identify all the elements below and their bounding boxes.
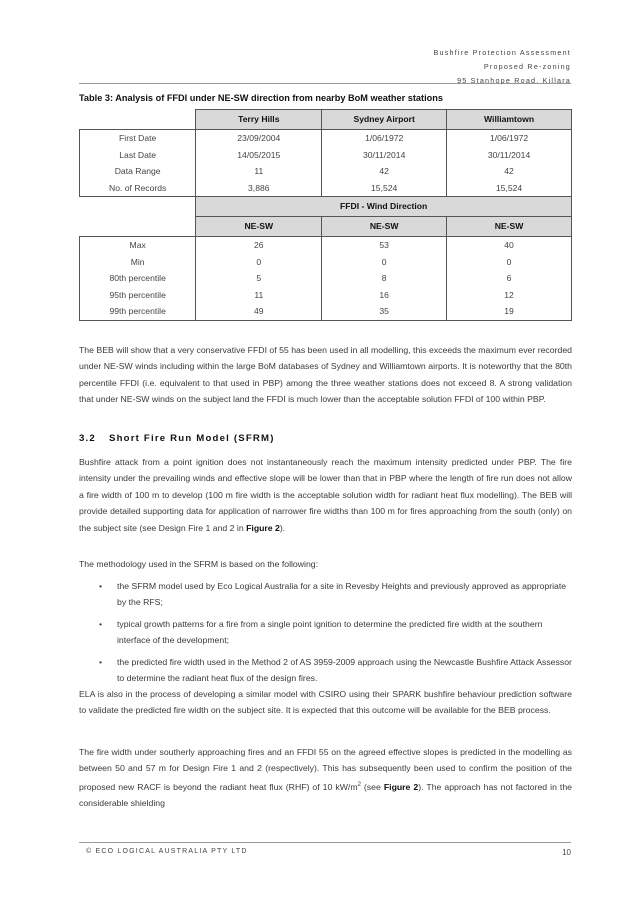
row-label: No. of Records — [80, 180, 196, 197]
section-number: 3.2 — [79, 433, 96, 444]
table-cell: 12 — [447, 287, 572, 304]
table-caption: Table 3: Analysis of FFDI under NE-SW direction from nearby BoM weather stations — [79, 93, 443, 103]
bullet-icon: • — [99, 581, 103, 591]
row-label: Data Range — [80, 163, 196, 180]
table-cell: 1/06/1972 — [322, 130, 447, 147]
table-row — [80, 287, 572, 304]
paragraph-fire-width — [79, 744, 572, 812]
table-cell: 14/05/2015 — [196, 147, 322, 164]
table-cell: 5 — [196, 270, 322, 287]
direction-header: NE-SW — [322, 217, 447, 237]
figure-reference: Figure 2 — [246, 522, 280, 533]
table-row — [80, 303, 572, 320]
row-label: First Date — [80, 130, 196, 147]
station-header: Williamtown — [447, 110, 572, 130]
paragraph-text: Bushfire attack from a point ignition does not instantaneously reach the maximum intensity predicted under PBP. The fire intensity under the prevailing winds and effective slope will be lower than that in PBP where the length of fire run does not allow a fire width of 100 m to develop (100 m fire width is the acceptable solution width for radiant heat flux modelling). The BEB will provide detailed supporting data for application of narrower fire widths than 100 m for fires approaching from the south (only) on the subject site (see Design Fire 1 and 2 in — [79, 457, 572, 533]
table-cell: 30/11/2014 — [322, 147, 447, 164]
methodology-list — [79, 578, 572, 691]
table-cell: 35 — [322, 303, 447, 320]
table-cell: 6 — [447, 270, 572, 287]
section-heading — [79, 433, 275, 444]
table-cell: 0 — [322, 254, 447, 271]
table-cell: 15,524 — [447, 180, 572, 197]
table-cell: 16 — [322, 287, 447, 304]
paragraph-text: ). The approach has not factored in the considerable shielding — [79, 781, 572, 809]
superscript: 2 — [357, 781, 361, 788]
table-cell: 42 — [322, 163, 447, 180]
wind-header-row — [80, 197, 572, 217]
paragraph-csiro: ELA is also in the process of developing a similar model with CSIRO using their SPARK bushfire behaviour prediction software to validate the predicted fire width on the subject site. It is expected that this outcome will be available for the BEB process. — [79, 689, 572, 716]
table-row — [80, 130, 572, 147]
table-cell: 53 — [322, 237, 447, 254]
table-cell: 23/09/2004 — [196, 130, 322, 147]
table-row — [80, 180, 572, 197]
table-cell: 40 — [447, 237, 572, 254]
row-label: Last Date — [80, 147, 196, 164]
table-cell: 0 — [447, 254, 572, 271]
paragraph-ffdi-summary: The BEB will show that a very conservative FFDI of 55 has been used in all modelling, this exceeds the maximum ever recorded under NE-SW winds including within the large BoM databases of Sydney and Williamtown airports. It is noteworthy that the 80th percentile FFDI (i.e. equivalent to that used in PBP) among the three weather stations does not exceed 8. A strong validation that under NE-SW winds on the subject land the FFDI is much lower than the acceptable solution FFDI of 100 within PBP. — [79, 345, 572, 405]
paragraph-methodology: The methodology used in the SFRM is based on the following: — [79, 559, 319, 569]
station-header-row — [80, 110, 572, 130]
header-rule — [79, 83, 571, 84]
footer-rule — [79, 842, 571, 843]
figure-reference: Figure 2 — [383, 781, 419, 792]
list-item — [79, 654, 572, 687]
station-header: Sydney Airport — [322, 110, 447, 130]
paragraph-text: The fire width under southerly approaching fires and an FFDI 55 on the agreed effective slopes is predicted in the modelling as between 50 and 57 m for Design Fire 1 and 2 (respectively). This has subsequently been used to confirm the position of the proposed new RACF is beyond the radiant heat flux (RHF) of 10 kW/m — [79, 747, 572, 792]
table-row — [80, 270, 572, 287]
row-label: 80th percentile — [80, 270, 196, 287]
page-number: 10 — [562, 848, 571, 857]
table-row — [80, 254, 572, 271]
section-title: Short Fire Run Model (SFRM) — [109, 433, 275, 444]
footer-copyright: © ECO LOGICAL AUSTRALIA PTY LTD — [86, 848, 248, 855]
table-cell: 11 — [196, 163, 322, 180]
table-cell: 0 — [196, 254, 322, 271]
direction-header: NE-SW — [196, 217, 322, 237]
bullet-icon: • — [99, 618, 103, 629]
table-cell: 1/06/1972 — [447, 130, 572, 147]
paragraph-sfrm-intro — [79, 454, 572, 536]
row-label: Max — [80, 237, 196, 254]
direction-header-row — [80, 217, 572, 237]
direction-header: NE-SW — [447, 217, 572, 237]
row-label: 95th percentile — [80, 287, 196, 304]
table-cell: 19 — [447, 303, 572, 320]
bullet-icon: • — [99, 656, 103, 667]
table-cell: 15,524 — [322, 180, 447, 197]
table-cell: 26 — [196, 237, 322, 254]
table-cell: 11 — [196, 287, 322, 304]
station-header: Terry Hills — [196, 110, 322, 130]
table-spacer — [80, 197, 196, 217]
table-cell: 8 — [322, 270, 447, 287]
list-item-text: the predicted fire width used in the Method 2 of AS 3959-2009 approach using the Newcastle Bushfire Attack Assessor to determine the radiant heat flux of the design fires. — [117, 656, 572, 684]
running-header — [434, 46, 571, 88]
table-cell: 42 — [447, 163, 572, 180]
table-spacer — [80, 217, 196, 237]
table-row — [80, 237, 572, 254]
table-cell: 30/11/2014 — [447, 147, 572, 164]
list-item — [79, 578, 572, 611]
row-label: Min — [80, 254, 196, 271]
ffdi-table — [79, 109, 572, 321]
header-line-3: 95 Stanhope Road, Killara — [457, 76, 571, 85]
table-cell: 3,886 — [196, 180, 322, 197]
list-item — [79, 616, 572, 649]
list-item-text: the SFRM model used by Eco Logical Australia for a site in Revesby Heights and previously approved as appropriate by the RFS; — [117, 581, 567, 608]
header-line-1: Bushfire Protection Assessment — [433, 48, 571, 57]
table-row — [80, 147, 572, 164]
header-line-2: Proposed Re-zoning — [483, 62, 571, 71]
wind-direction-header: FFDI - Wind Direction — [196, 197, 572, 217]
paragraph-text-end: ). — [279, 522, 286, 533]
table-row — [80, 163, 572, 180]
list-item-text: typical growth patterns for a fire from a single point ignition to determine the predicted fire width at the southern interface of the development; — [117, 618, 543, 646]
row-label: 99th percentile — [80, 303, 196, 320]
table-corner — [80, 110, 196, 130]
paragraph-text: (see — [360, 781, 384, 792]
table-cell: 49 — [196, 303, 322, 320]
